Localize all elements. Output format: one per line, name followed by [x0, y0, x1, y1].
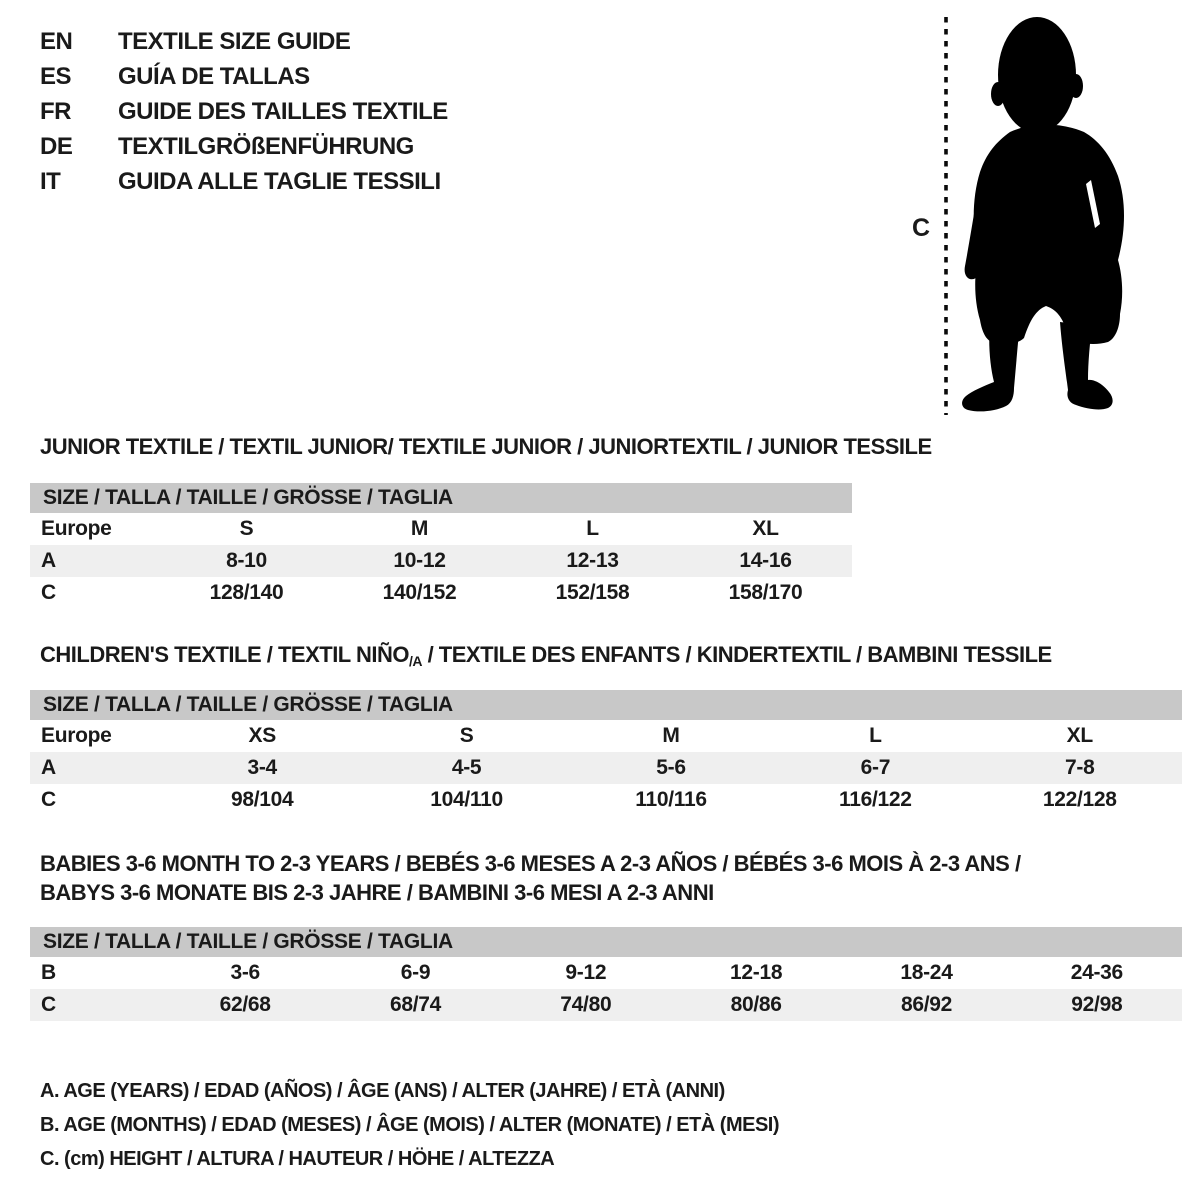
size-cell: S: [459, 724, 474, 747]
size-cell: L: [869, 724, 882, 747]
toddler-head: [998, 17, 1076, 133]
lang-label: TEXTILGRÖßENFÜHRUNG: [118, 133, 414, 160]
size-cell: M: [410, 517, 429, 540]
size-cell: 92/98: [1012, 989, 1182, 1021]
row-label: A: [30, 752, 160, 784]
table-row-europe: [30, 513, 852, 545]
lang-row-en: [40, 24, 448, 59]
size-cell: 12-18: [730, 961, 783, 984]
size-cell: M: [662, 724, 680, 747]
table-row-age: [30, 545, 852, 577]
lang-code: DE: [40, 133, 73, 160]
size-cell: 18-24: [900, 961, 953, 984]
children-title-prefix: CHILDREN'S TEXTILE / TEXTIL NIÑO: [40, 642, 409, 667]
lang-label: GUIDE DES TAILLES TEXTILE: [118, 98, 448, 125]
measure-c-label: C: [912, 214, 930, 242]
size-cell: 158/170: [728, 581, 803, 604]
children-size-table: [30, 690, 1182, 816]
table-row-height: [30, 989, 1182, 1021]
toddler-silhouette-icon: [960, 14, 1142, 418]
legend-notes: [40, 1074, 779, 1176]
children-section-title: [40, 642, 1052, 669]
table-row-height: [30, 784, 1182, 816]
row-label: C: [30, 989, 160, 1021]
table-row-europe: [30, 720, 1182, 752]
row-label: Europe: [41, 517, 112, 540]
size-header-bar: [30, 483, 852, 513]
size-cell: 104/110: [430, 788, 503, 811]
lang-row-fr: [40, 94, 448, 129]
note-line-a: A. AGE (YEARS) / EDAD (AÑOS) / ÂGE (ANS) / ALTER (JAHRE) / ETÀ (ANNI): [40, 1080, 725, 1102]
size-cell: 24-36: [1070, 961, 1123, 984]
lang-code: EN: [40, 28, 73, 55]
size-cell: XS: [248, 724, 276, 747]
height-measure-line: [942, 14, 950, 418]
size-cell: 68/74: [330, 989, 500, 1021]
lang-label: GUIDA ALLE TAGLIE TESSILI: [118, 168, 441, 195]
size-cell: 110/116: [635, 788, 707, 811]
size-cell: 116/122: [839, 788, 912, 811]
size-header-label: SIZE / TALLA / TAILLE / GRÖSSE / TAGLIA: [30, 690, 1182, 720]
lang-code: ES: [40, 63, 72, 90]
children-title-suffix: / TEXTILE DES ENFANTS / KINDERTEXTIL / BAMBINI TESSILE: [421, 642, 1052, 667]
size-cell: 122/128: [1042, 788, 1117, 811]
table-row-age: [30, 752, 1182, 784]
lang-row-es: [40, 59, 448, 94]
babies-title-line-1: BABIES 3-6 MONTH TO 2-3 YEARS / BEBÉS 3-6 MESES A 2-3 AÑOS / BÉBÉS 3-6 MOIS À 2-3 ANS /: [40, 851, 1021, 876]
row-label: C: [41, 788, 56, 811]
row-label: Europe: [41, 724, 112, 747]
size-cell: 6-9: [400, 961, 431, 984]
lang-row-it: [40, 164, 448, 199]
size-cell: L: [586, 517, 599, 540]
size-cell: 7-8: [978, 752, 1182, 784]
size-cell: 9-12: [565, 961, 607, 984]
toddler-ear-right: [1069, 74, 1083, 98]
size-cell: 14-16: [679, 545, 852, 577]
language-title-block: [40, 24, 448, 199]
junior-section-title: JUNIOR TEXTILE / TEXTIL JUNIOR/ TEXTILE JUNIOR / JUNIORTEXTIL / JUNIOR TESSILE: [40, 434, 932, 459]
size-cell: 3-4: [160, 752, 364, 784]
size-cell: 74/80: [501, 989, 671, 1021]
note-line-b: B. AGE (MONTHS) / EDAD (MESES) / ÂGE (MOIS) / ALTER (MONATE) / ETÀ (MESI): [40, 1114, 780, 1136]
size-header-bar: [30, 690, 1182, 720]
size-cell: XL: [752, 517, 779, 540]
size-cell: 140/152: [382, 581, 457, 604]
size-cell: 152/158: [555, 581, 630, 604]
toddler-ear-left: [991, 82, 1005, 106]
size-cell: 10-12: [333, 545, 506, 577]
size-cell: 80/86: [671, 989, 841, 1021]
table-row-height: [30, 577, 852, 609]
size-cell: 6-7: [773, 752, 977, 784]
children-title-subscript: /A: [408, 653, 422, 669]
size-cell: 5-6: [569, 752, 773, 784]
size-cell: 12-13: [506, 545, 679, 577]
row-label: A: [30, 545, 160, 577]
row-label: B: [41, 961, 56, 984]
size-cell: 4-5: [364, 752, 568, 784]
babies-title-line-2: BABYS 3-6 MONATE BIS 2-3 JAHRE / BAMBINI 3-6 MESI A 2-3 ANNI: [40, 880, 714, 905]
size-header-label: SIZE / TALLA / TAILLE / GRÖSSE / TAGLIA: [30, 483, 852, 513]
size-cell: 62/68: [160, 989, 330, 1021]
size-cell: 8-10: [160, 545, 333, 577]
babies-section-title: [40, 849, 1021, 907]
size-cell: 3-6: [230, 961, 260, 984]
lang-row-de: [40, 129, 448, 164]
lang-label: TEXTILE SIZE GUIDE: [118, 28, 351, 55]
lang-code: IT: [40, 168, 61, 195]
size-header-bar: [30, 927, 1182, 957]
size-cell: 128/140: [209, 581, 284, 604]
junior-size-table: [30, 483, 852, 609]
size-cell: S: [239, 517, 254, 540]
lang-code: FR: [40, 98, 71, 125]
note-line-c: C. (cm) HEIGHT / ALTURA / HAUTEUR / HÖHE / ALTEZZA: [40, 1148, 555, 1170]
babies-size-table: [30, 927, 1182, 1021]
row-label: C: [41, 581, 56, 604]
size-cell: 98/104: [230, 788, 294, 811]
toddler-leg-left: [962, 320, 1020, 411]
size-cell: 86/92: [841, 989, 1011, 1021]
size-header-label: SIZE / TALLA / TAILLE / GRÖSSE / TAGLIA: [30, 927, 1182, 957]
table-row-months: [30, 957, 1182, 989]
lang-label: GUÍA DE TALLAS: [118, 63, 310, 90]
size-cell: XL: [1066, 724, 1093, 747]
